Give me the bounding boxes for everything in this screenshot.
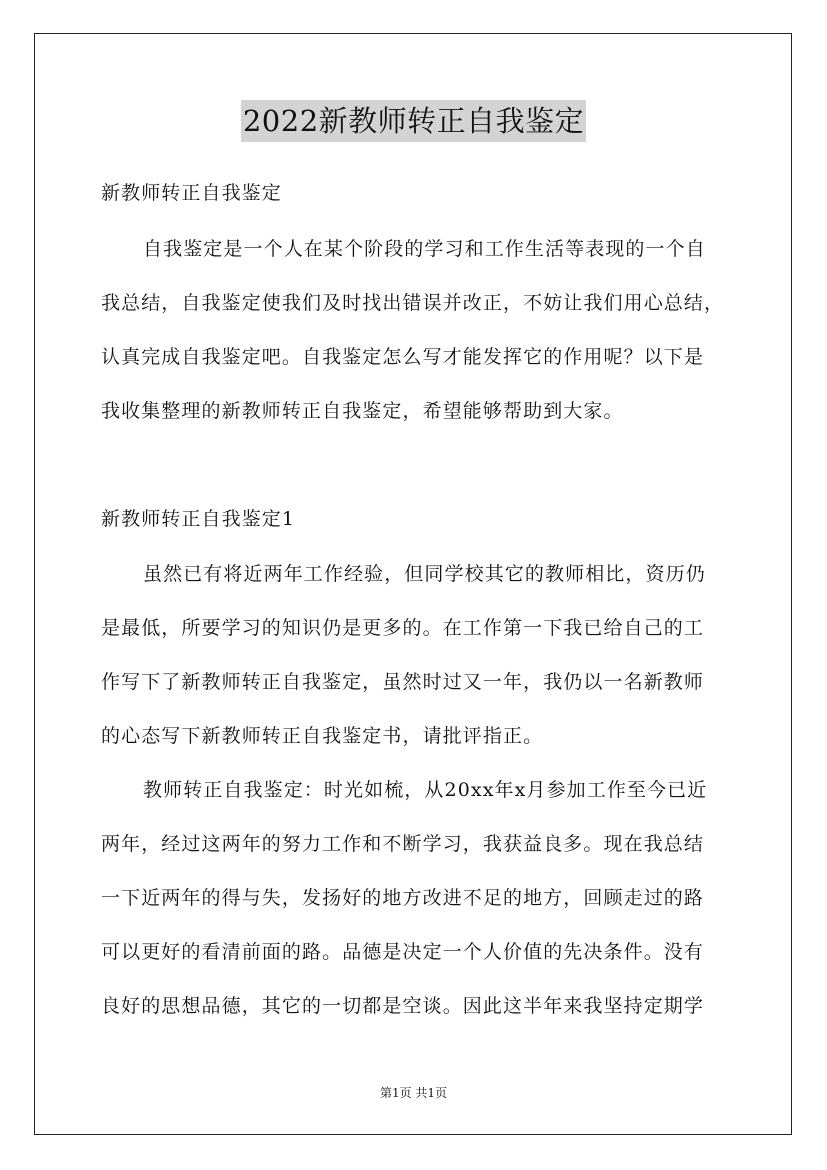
intro-line: 我总结，自我鉴定使我们及时找出错误并改正，不妨让我们用心总结， [101,292,725,314]
section-heading: 新教师转正自我鉴定1 [101,508,296,530]
page-footer: 第1页 共1页 [379,1086,448,1100]
intro-line: 认真完成自我鉴定吧。自我鉴定怎么写才能发挥它的作用呢？以下是 [101,346,705,368]
intro-line: 自我鉴定是一个人在某个阶段的学习和工作生活等表现的一个自 [143,238,706,260]
document-title: 2022新教师转正自我鉴定 [241,100,586,142]
paragraph-line: 虽然已有将近两年工作经验，但同学校其它的教师相比，资历仍 [143,563,706,585]
paragraph-line: 可以更好的看清前面的路。品德是决定一个人价值的先决条件。没有 [101,941,705,963]
paragraph-line: 是最低，所要学习的知识仍是更多的。在工作第一下我已给自己的工 [101,617,705,639]
paragraph-line: 作写下了新教师转正自我鉴定，虽然时过又一年，我仍以一名新教师 [101,671,705,693]
paragraph-line: 的心态写下新教师转正自我鉴定书，请批评指正。 [101,725,544,747]
document-subtitle: 新教师转正自我鉴定 [101,182,282,204]
paragraph-line: 教师转正自我鉴定：时光如梳，从20xx年x月参加工作至今已近 [143,779,708,801]
paragraph-line: 一下近两年的得与失，发扬好的地方改进不足的地方，回顾走过的路 [101,887,705,909]
paragraph-line: 良好的思想品德，其它的一切都是空谈。因此这半年来我坚持定期学 [101,995,705,1017]
intro-line: 我收集整理的新教师转正自我鉴定，希望能够帮助到大家。 [101,400,624,422]
paragraph-line: 两年，经过这两年的努力工作和不断学习，我获益良多。现在我总结 [101,833,705,855]
